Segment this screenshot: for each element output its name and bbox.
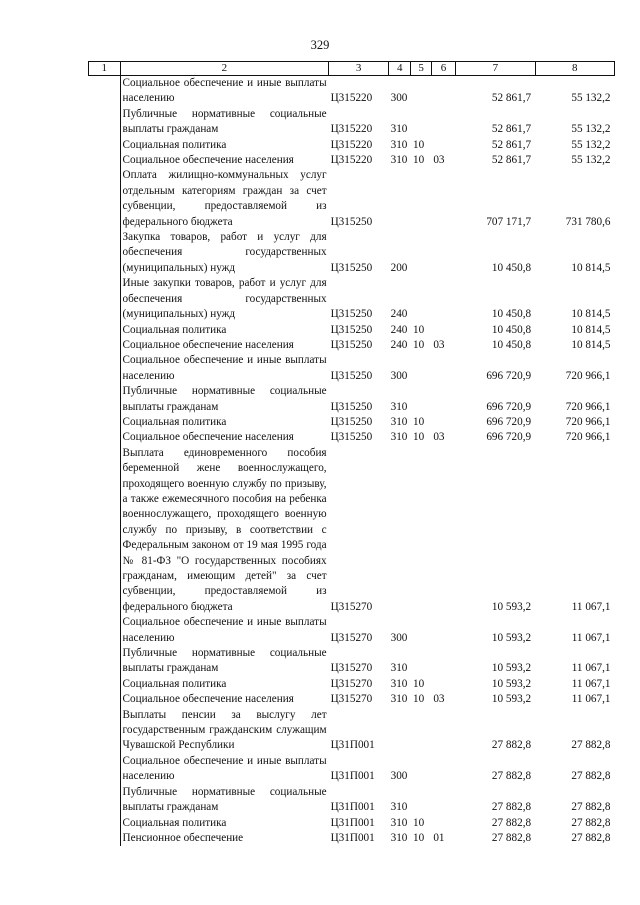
expense-type: 240: [390, 323, 408, 336]
expense-type: 310: [390, 677, 408, 690]
item-name: Социальное обеспечение и иные выплаты населению: [122, 77, 327, 105]
subsection-code: 03: [433, 431, 445, 444]
expense-type: 310: [390, 431, 408, 444]
expense-type: 300: [390, 631, 408, 644]
row-index-cell: [89, 230, 121, 276]
table-row: [89, 384, 615, 415]
subsection-code: [431, 677, 455, 692]
row-index-cell: [89, 384, 121, 415]
row-index-cell: [89, 677, 121, 692]
expense-type: 310: [390, 138, 408, 151]
amount-year-1: 10 593,2: [491, 662, 532, 675]
table-row: [89, 230, 615, 276]
row-index-cell: [89, 353, 121, 384]
target-code: Ц315250: [330, 369, 373, 382]
header-row: [89, 62, 615, 76]
item-name: Публичные нормативные социальные выплаты гражданам: [122, 385, 327, 413]
amount-year-2: 27 882,8: [571, 816, 611, 829]
section-code: 10: [412, 677, 425, 690]
target-code: Ц31П001: [330, 831, 375, 844]
section-code: 10: [412, 693, 425, 706]
amount-year-2: 11 067,1: [571, 693, 611, 706]
row-index-cell: [89, 754, 121, 785]
table-row: [89, 168, 615, 230]
row-index-cell: [89, 107, 121, 138]
item-name: Социальная политика: [122, 138, 227, 151]
target-code: Ц315270: [330, 662, 373, 675]
row-index-cell: [89, 708, 121, 754]
item-name: Оплата жилищно-коммунальных услуг отдельным категориям граждан за счет субвенции, предоставляемой из федерального бюджета: [122, 169, 327, 228]
target-code: Ц315250: [330, 215, 373, 228]
item-name: Публичные нормативные социальные выплаты гражданам: [122, 647, 327, 675]
amount-year-2: 10 814,5: [571, 323, 611, 336]
amount-year-1: 52 861,7: [491, 138, 532, 151]
expense-type: 310: [390, 693, 408, 706]
target-code: Ц315220: [330, 92, 373, 105]
item-name: Социальное обеспечение и иные выплаты населению: [122, 354, 327, 382]
amount-year-2: 55 132,2: [571, 138, 611, 151]
expense-type: [389, 168, 411, 230]
row-index-cell: [89, 276, 121, 322]
expense-type: 310: [390, 123, 408, 136]
table-row: [89, 353, 615, 384]
item-name: Социальная политика: [122, 677, 227, 690]
target-code: Ц31П001: [330, 801, 375, 814]
amount-year-2: 720 966,1: [565, 431, 611, 444]
expense-type: [389, 708, 411, 754]
amount-year-2: 720 966,1: [565, 415, 611, 428]
amount-year-1: 696 720,9: [486, 400, 532, 413]
budget-table: [88, 61, 615, 846]
item-name: Публичные нормативные социальные выплаты гражданам: [122, 785, 327, 814]
amount-year-2: 55 132,2: [571, 92, 611, 105]
section-code: [411, 754, 431, 785]
amount-year-2: 11 067,1: [571, 662, 611, 675]
expense-type: 310: [390, 816, 408, 829]
amount-year-1: 696 720,9: [486, 369, 532, 382]
section-code: [411, 230, 431, 276]
target-code: Ц315270: [330, 693, 373, 706]
section-code: 10: [412, 154, 425, 167]
subsection-code: [431, 168, 455, 230]
section-code: 10: [412, 816, 425, 829]
amount-year-1: 27 882,8: [491, 739, 532, 752]
target-code: Ц315270: [330, 677, 373, 690]
item-name: Иные закупки товаров, работ и услуг для обеспечения государственных (муниципальных) нужд: [122, 277, 327, 321]
item-name: Выплаты пенсии за выслугу лет государственным гражданским служащим Чувашской Республики: [122, 708, 327, 752]
subsection-code: 03: [433, 693, 445, 706]
amount-year-2: 11 067,1: [571, 631, 611, 644]
item-name: Социальное обеспечение и иные выплаты населению: [122, 754, 327, 783]
section-code: [411, 708, 431, 754]
target-code: Ц315270: [330, 631, 373, 644]
table-row: [89, 677, 615, 692]
target-code: Ц31П001: [330, 770, 375, 783]
subsection-code: [431, 708, 455, 754]
section-code: 10: [412, 831, 425, 844]
subsection-code: [431, 615, 455, 646]
section-code: [411, 646, 431, 677]
amount-year-1: 10 450,8: [491, 308, 532, 321]
row-index-cell: [89, 338, 121, 353]
amount-year-1: 52 861,7: [491, 92, 532, 105]
amount-year-2: 731 780,6: [565, 215, 611, 228]
subsection-code: [431, 107, 455, 138]
row-index-cell: [89, 831, 121, 846]
subsection-code: [431, 230, 455, 276]
target-code: Ц315250: [330, 338, 373, 351]
row-index-cell: [89, 615, 121, 646]
expense-type: [389, 446, 411, 615]
table-row: [89, 323, 615, 338]
expense-type: 310: [390, 415, 408, 428]
column-header-1: 1: [89, 62, 121, 76]
expense-type: 310: [390, 400, 408, 413]
section-code: [411, 353, 431, 384]
section-code: 10: [412, 323, 425, 336]
row-index-cell: [89, 138, 121, 153]
table-row: [89, 646, 615, 677]
subsection-code: [431, 415, 455, 430]
amount-year-2: 11 067,1: [571, 677, 611, 690]
amount-year-1: 52 861,7: [491, 154, 532, 167]
table-row: [89, 107, 615, 138]
expense-type: 310: [390, 662, 408, 675]
row-index-cell: [89, 646, 121, 677]
expense-type: 300: [390, 92, 408, 105]
section-code: 10: [412, 415, 425, 428]
amount-year-1: 10 593,2: [491, 677, 532, 690]
expense-type: 240: [390, 308, 408, 321]
target-code: Ц315220: [330, 123, 373, 136]
column-header-5: 5: [411, 62, 431, 76]
table-row: [89, 785, 615, 816]
section-code: 10: [412, 338, 425, 351]
amount-year-2: 27 882,8: [571, 801, 611, 814]
item-name: Социальное обеспечение населения: [122, 154, 294, 167]
subsection-code: [431, 446, 455, 615]
table-row: [89, 276, 615, 322]
amount-year-1: 52 861,7: [491, 123, 532, 136]
column-header-8: 8: [535, 62, 614, 76]
item-name: Социальная политика: [122, 415, 227, 428]
table-row: [89, 692, 615, 707]
subsection-code: 01: [433, 831, 445, 844]
item-name: Закупка товаров, работ и услуг для обеспечения государственных (муниципальных) нужд: [122, 231, 327, 274]
amount-year-1: 10 593,2: [491, 693, 532, 706]
expense-type: 300: [390, 369, 408, 382]
subsection-code: [431, 646, 455, 677]
table-row: [89, 816, 615, 831]
row-index-cell: [89, 168, 121, 230]
row-index-cell: [89, 323, 121, 338]
subsection-code: [431, 384, 455, 415]
item-name: Публичные нормативные социальные выплаты гражданам: [122, 107, 327, 136]
section-code: 10: [412, 431, 425, 444]
column-header-3: 3: [329, 62, 389, 76]
table-row: [89, 138, 615, 153]
subsection-code: [431, 754, 455, 785]
amount-year-1: 10 450,8: [491, 323, 532, 336]
amount-year-2: 720 966,1: [565, 369, 611, 382]
section-code: [411, 276, 431, 322]
table-row: [89, 415, 615, 430]
item-name: Социальное обеспечение и иные выплаты населению: [122, 616, 327, 644]
target-code: Ц315250: [330, 415, 373, 428]
amount-year-2: 10 814,5: [571, 261, 611, 274]
column-header-6: 6: [431, 62, 455, 76]
target-code: Ц315250: [330, 261, 373, 274]
subsection-code: 03: [433, 154, 445, 167]
item-name: Выплата единовременного пособия беременной жене военнослужащего, проходящего военную службу по призыву, а также ежемесячного пособия на ребенка военнослужащего, проходящего военную службу по призыву, в соответствии с Федеральным законом от 19 мая 1995 года № 81-ФЗ "О государственных пособиях гражданам, имеющим детей" за счет субвенции, предоставляемой из федерального бюджета: [122, 446, 327, 613]
section-code: [411, 384, 431, 415]
section-code: [411, 446, 431, 615]
table-row: [89, 430, 615, 445]
column-header-7: 7: [456, 62, 535, 76]
amount-year-1: 10 450,8: [491, 338, 532, 351]
target-code: Ц315250: [330, 308, 373, 321]
column-header-2: 2: [120, 62, 329, 76]
page-number: 329: [310, 38, 330, 52]
row-index-cell: [89, 153, 121, 168]
section-code: 10: [412, 138, 425, 151]
target-code: Ц315220: [330, 154, 373, 167]
expense-type: 240: [390, 338, 408, 351]
row-index-cell: [89, 692, 121, 707]
amount-year-1: 27 882,8: [491, 801, 532, 814]
subsection-code: [431, 353, 455, 384]
item-name: Социальное обеспечение населения: [122, 338, 294, 351]
amount-year-2: 27 882,8: [571, 739, 611, 752]
target-code: Ц31П001: [330, 816, 375, 829]
amount-year-1: 27 882,8: [491, 770, 532, 783]
table-row: [89, 708, 615, 754]
amount-year-2: 11 067,1: [571, 600, 611, 613]
section-code: [411, 615, 431, 646]
table-row: [89, 615, 615, 646]
row-index-cell: [89, 430, 121, 445]
section-code: [411, 785, 431, 816]
subsection-code: 03: [433, 338, 445, 351]
target-code: Ц315250: [330, 323, 373, 336]
row-index-cell: [89, 415, 121, 430]
amount-year-2: 10 814,5: [571, 338, 611, 351]
amount-year-1: 696 720,9: [486, 431, 532, 444]
item-name: Социальное обеспечение населения: [122, 693, 294, 706]
amount-year-1: 707 171,7: [486, 215, 532, 228]
item-name: Пенсионное обеспечение: [122, 831, 244, 844]
section-code: [411, 76, 431, 107]
expense-type: 300: [390, 770, 408, 783]
item-name: Социальная политика: [122, 816, 227, 829]
table-row: [89, 831, 615, 846]
subsection-code: [431, 785, 455, 816]
table-body: [89, 76, 615, 847]
expense-type: 310: [390, 154, 408, 167]
amount-year-1: 10 450,8: [491, 261, 532, 274]
subsection-code: [431, 323, 455, 338]
section-code: [411, 107, 431, 138]
subsection-code: [431, 276, 455, 322]
table-row: [89, 446, 615, 615]
row-index-cell: [89, 446, 121, 615]
item-name: Социальная политика: [122, 323, 227, 336]
row-index-cell: [89, 76, 121, 107]
target-code: Ц315250: [330, 431, 373, 444]
amount-year-1: 27 882,8: [491, 816, 532, 829]
section-code: [411, 168, 431, 230]
table-row: [89, 754, 615, 785]
subsection-code: [431, 816, 455, 831]
table-header: [89, 62, 615, 76]
amount-year-2: 27 882,8: [571, 770, 611, 783]
amount-year-1: 27 882,8: [491, 831, 532, 844]
amount-year-1: 10 593,2: [491, 600, 532, 613]
amount-year-2: 55 132,2: [571, 154, 611, 167]
amount-year-2: 55 132,2: [571, 123, 611, 136]
table-row: [89, 76, 615, 107]
expense-type: 200: [390, 261, 408, 274]
row-index-cell: [89, 816, 121, 831]
subsection-code: [431, 76, 455, 107]
expense-type: 310: [390, 801, 408, 814]
subsection-code: [431, 138, 455, 153]
table-row: [89, 153, 615, 168]
table-row: [89, 338, 615, 353]
expense-type: 310: [390, 831, 408, 844]
column-header-4: 4: [389, 62, 411, 76]
amount-year-1: 10 593,2: [491, 631, 532, 644]
row-index-cell: [89, 785, 121, 816]
target-code: Ц315220: [330, 138, 373, 151]
item-name: Социальное обеспечение населения: [122, 431, 294, 444]
amount-year-2: 10 814,5: [571, 308, 611, 321]
amount-year-1: 696 720,9: [486, 415, 532, 428]
amount-year-2: 720 966,1: [565, 400, 611, 413]
target-code: Ц31П001: [330, 739, 375, 752]
target-code: Ц315250: [330, 400, 373, 413]
target-code: Ц315270: [330, 600, 373, 613]
amount-year-2: 27 882,8: [571, 831, 611, 844]
